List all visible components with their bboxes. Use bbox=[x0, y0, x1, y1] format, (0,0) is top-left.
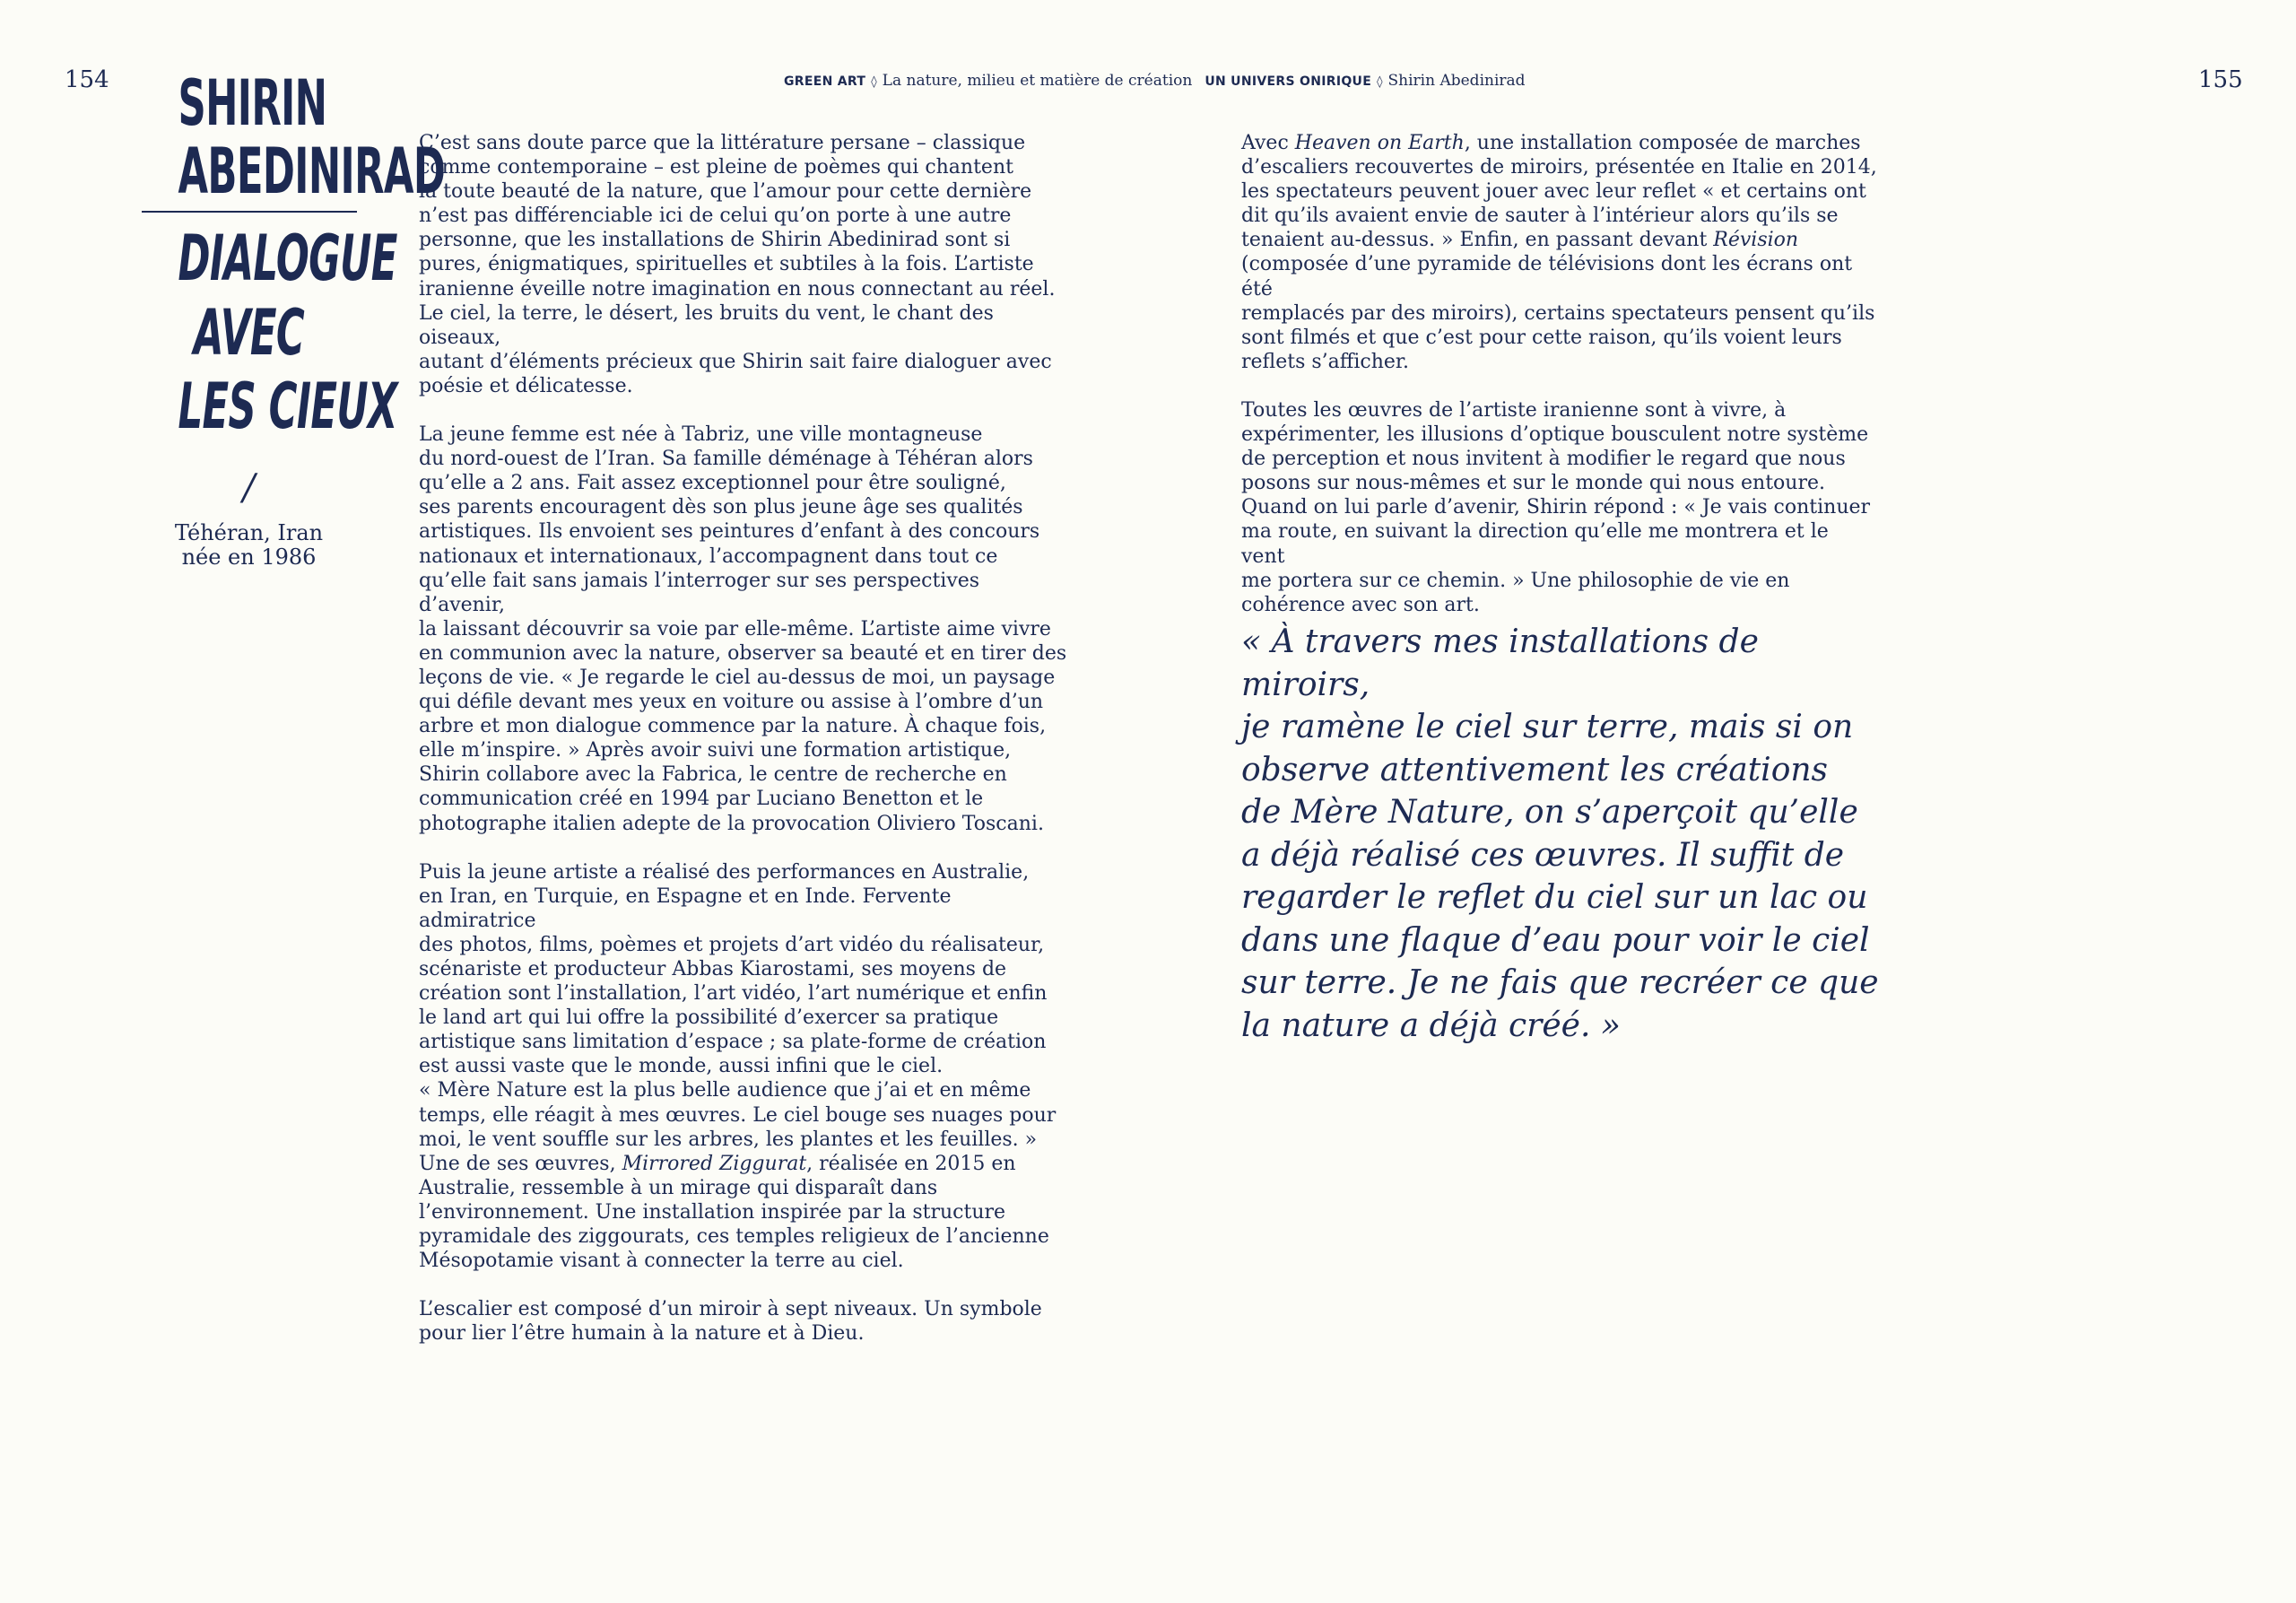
paragraph-2: La jeune femme est née à Tabriz, une ville montagneuse du nord-ouest de l’Iran. Sa famille déménage à Téhéran alors qu’elle a 2 ans. Fait assez exceptionnel pour être souligné, ses parents encouragent dès son plus jeune âge ses qualités artistiques. Ils envoient ses peintures d’enfant à des concours nationaux et internationaux, l’accompagnent dans tout ce qu’elle fait sans jamais l’interroger sur ses perspectives d’avenir, la laissant découvrir sa voie par elle-même. L’artiste aime vivre en communion avec la nature, observer sa beauté et en tirer des leçons de vie. « Je regarde le ciel au-dessus de moi, un paysage qui défile devant mes yeux en voiture ou assise à l’ombre d’un arbre et mon dialogue commence par la nature. À chaque fois, elle m’inspire. » Après avoir suivi une formation artistique, Shirin collabore avec la Fabrica, le centre de recherche en communication créé en 1994 par Luciano Benetton et le photographe italien adepte de la provocation Oliviero Toscani. bbox=[419, 423, 1067, 835]
slash-ornament: / bbox=[242, 466, 256, 509]
paragraph-3 bbox=[419, 860, 1069, 1274]
body-column-right bbox=[1241, 131, 1878, 641]
artist-location: Téhéran, Iran bbox=[174, 519, 324, 545]
article-subtitle-line-2: AVEC bbox=[193, 295, 305, 370]
pull-quote: « À travers mes installations de miroirs, je ramène le ciel sur terre, mais si on observe attentivement les créations de Mère Nature, on s’aperçoit qu’elle a déjà réalisé ces œuvres. Il suffit de regarder le reflet du ciel sur un lac ou dans une flaque d’eau pour voir le ciel sur terre. Je ne fais que recréer ce que la nature a déjà créé. » bbox=[1241, 623, 1879, 1044]
paragraph-5-text-a: Avec bbox=[1241, 132, 1295, 154]
artwork-title-heaven-on-earth: Heaven on Earth bbox=[1294, 132, 1465, 154]
artist-name-line-1: SHIRIN bbox=[178, 66, 327, 140]
header-section-2: UN UNIVERS ONIRIQUE bbox=[1205, 74, 1372, 89]
paragraph-3-text-a: Puis la jeune artiste a réalisé des performances en Australie, en Iran, en Turquie, en Espagne et en Inde. Fervente admiratrice des photos, films, poèmes et projets d’art vidéo du réalisateur, scénariste et producteur Abbas Kiarostami, ses moyens de création sont l’installation, l’art vidéo, l’art numérique et enfin le land art qui lui offre la possibilité d’exercer sa pratique artistique sans limitation d’espace ; sa plate-forme de création est aussi vaste que le monde, aussi infini que le ciel. « Mère Nature est la plus belle audience que j’ai et en même temps, elle réagit à mes œuvres. Le ciel bouge ses nuages pour moi, le vent souffle sur les arbres, les plantes et les feuilles. » Une de ses œuvres, bbox=[419, 860, 1057, 1175]
running-header bbox=[784, 72, 1627, 90]
article-subtitle-line-1: DIALOGUE bbox=[178, 222, 397, 296]
article-title-block bbox=[135, 66, 446, 571]
body-column-left bbox=[419, 131, 1069, 1370]
header-separator-2: ◊ bbox=[1377, 75, 1383, 89]
paragraph-5-text-c: (composée d’une pyramide de télévisions dont les écrans ont été remplacés par des miroirs), certains spectateurs pensent qu’ils sont filmés et que c’est pour cette raison, qu’ils voient leurs reflets s’afficher. bbox=[1241, 253, 1875, 373]
paragraph-1: C’est sans doute parce que la littérature persane – classique comme contemporaine – est pleine de poèmes qui chantent la toute beauté de la nature, que l’amour pour cette dernière n’est pas différenciable ici de celui qu’on porte à une autre personne, que les installations de Shirin Abedinirad sont si pures, énigmatiques, spirituelles et subtiles à la fois. L’artiste iranienne éveille notre imagination en nous connectant au réel. Le ciel, la terre, le désert, les bruits du vent, le chant des oiseaux, autant d’éléments précieux que Shirin sait faire dialoguer avec poésie et délicatesse. bbox=[419, 132, 1056, 397]
header-section-1: GREEN ART bbox=[784, 74, 866, 89]
paragraph-5-text-b: , une installation composée de marches d’escaliers recouvertes de miroirs, présentée en Italie en 2014, les spectateurs peuvent jouer avec leur reflet « et certains ont dit qu’ils avaient envie de sauter à l’intérieur alors qu’ils se tenaient au-dessus. » Enfin, en passant devant bbox=[1241, 132, 1877, 252]
artist-name-line-2: ABEDINIRAD bbox=[178, 134, 446, 208]
artwork-title-revision: Révision bbox=[1713, 229, 1799, 252]
page-number-left: 154 bbox=[65, 66, 109, 93]
header-separator-1: ◊ bbox=[871, 75, 877, 89]
paragraph-6: Toutes les œuvres de l’artiste iranienne sont à vivre, à expérimenter, les illusions d’optique bousculent notre système de perception et nous invitent à modifier le regard que nous posons sur nous-mêmes et sur le monde qui nous entoure. Quand on lui parle d’avenir, Shirin répond : « Je vais continuer ma route, en suivant la direction qu’elle me montrera et le vent me portera sur ce chemin. » Une philosophie de vie en cohérence avec son art. bbox=[1241, 398, 1871, 616]
header-subtitle-1: La nature, milieu et matière de création bbox=[882, 72, 1193, 90]
paragraph-4: L’escalier est composé d’un miroir à sept niveaux. Un symbole pour lier l’être humain à la nature et à Dieu. bbox=[419, 1298, 1042, 1346]
paragraph-3-text-b: , réalisée en 2015 en Australie, ressemble à un mirage qui disparaît dans l’environnement. Une installation inspirée par la structure pyramidale des ziggourats, ces temples religieux de l’ancienne Mésopotamie visant à connecter la terre au ciel. bbox=[419, 1152, 1049, 1273]
paragraph-5 bbox=[1241, 131, 1878, 374]
title-divider bbox=[142, 211, 357, 213]
page-number-right: 155 bbox=[2198, 66, 2243, 93]
artist-birth: née en 1986 bbox=[181, 544, 317, 571]
header-subtitle-2: Shirin Abedinirad bbox=[1387, 72, 1526, 90]
artwork-title-mirrored-ziggurat: Mirrored Ziggurat bbox=[622, 1152, 807, 1175]
article-subtitle-line-3: LES CIEUX bbox=[178, 370, 397, 444]
